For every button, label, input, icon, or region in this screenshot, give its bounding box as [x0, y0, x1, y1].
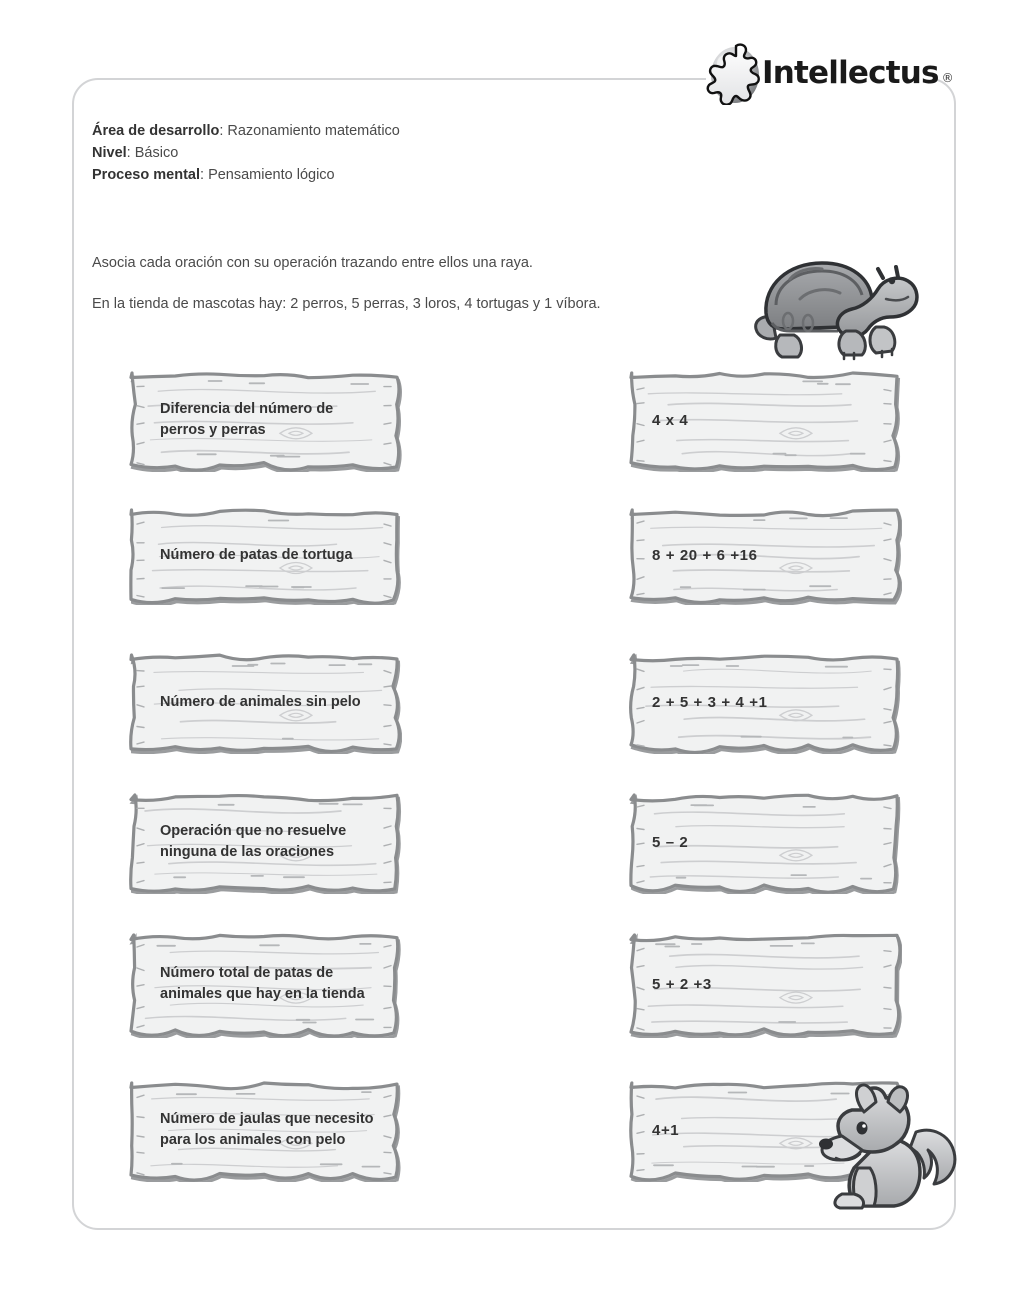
operation-plank-label-5: 5 + 2 +3	[652, 975, 712, 993]
operation-plank-5[interactable]	[626, 930, 902, 1038]
dog-icon	[812, 1082, 964, 1217]
meta-row-level	[92, 142, 712, 164]
meta-value-process: Pensamiento lógico	[208, 167, 335, 183]
instructions-block	[92, 255, 732, 312]
instruction-context: En la tienda de mascotas hay: 2 perros, 5 perras, 3 loros, 4 tortugas y 1 víbora.	[92, 296, 601, 312]
statement-plank-3[interactable]	[126, 650, 402, 754]
operation-plank-label-1: 4 x 4	[652, 411, 689, 429]
intellectus-logo	[706, 38, 954, 108]
operation-plank-label-2: 8 + 20 + 6 +16	[652, 546, 758, 564]
statement-plank-6[interactable]	[126, 1078, 402, 1182]
meta-label-process: Proceso mental	[92, 167, 200, 183]
meta-value-level: Básico	[134, 145, 179, 161]
meta-value-area: Razonamiento matemático	[227, 123, 400, 139]
meta-label-area: Área de desarrollo	[92, 123, 220, 139]
puzzle-piece-icon	[706, 41, 768, 105]
instruction-primary: Asocia cada oración con su operación trazando entre ellos una raya.	[92, 255, 533, 271]
turtle-icon	[736, 243, 926, 373]
operation-plank-label-3: 2 + 5 + 3 + 4 +1	[652, 693, 768, 711]
operation-plank-3[interactable]	[626, 650, 902, 754]
statement-plank-label-2: Número de patas de tortuga	[160, 546, 353, 563]
statement-plank-label-4: Operación que no resuelve ninguna de las oraciones	[160, 823, 347, 860]
meta-sep-area: :	[219, 123, 228, 139]
operation-plank-label-4: 5 – 2	[652, 833, 689, 851]
statement-plank-label-3: Número de animales sin pelo	[160, 693, 361, 710]
operation-plank-label-6: 4+1	[652, 1121, 680, 1139]
statement-plank-label-6: Número de jaulas que necesito para los animales con pelo	[160, 1111, 374, 1148]
operation-plank-4[interactable]	[626, 790, 902, 894]
logo-wordmark: Intellectus	[762, 54, 939, 91]
registered-mark: ®	[941, 71, 954, 85]
meta-sep-level: :	[126, 145, 135, 161]
statement-plank-label-1: Diferencia del número de perros y perras	[160, 401, 334, 438]
statement-plank-5[interactable]	[126, 930, 402, 1038]
meta-label-level: Nivel	[92, 145, 127, 161]
meta-row-area	[92, 120, 712, 142]
operation-plank-2[interactable]	[626, 505, 902, 605]
statement-plank-1[interactable]	[126, 368, 402, 472]
statement-plank-2[interactable]	[126, 505, 402, 605]
statement-plank-label-5: Número total de patas de animales que hay en la tienda	[160, 965, 365, 1002]
meta-sep-process: :	[200, 167, 209, 183]
operation-plank-1[interactable]	[626, 368, 902, 472]
worksheet-metadata	[92, 120, 712, 186]
statement-plank-4[interactable]	[126, 790, 402, 894]
meta-row-process	[92, 164, 712, 186]
